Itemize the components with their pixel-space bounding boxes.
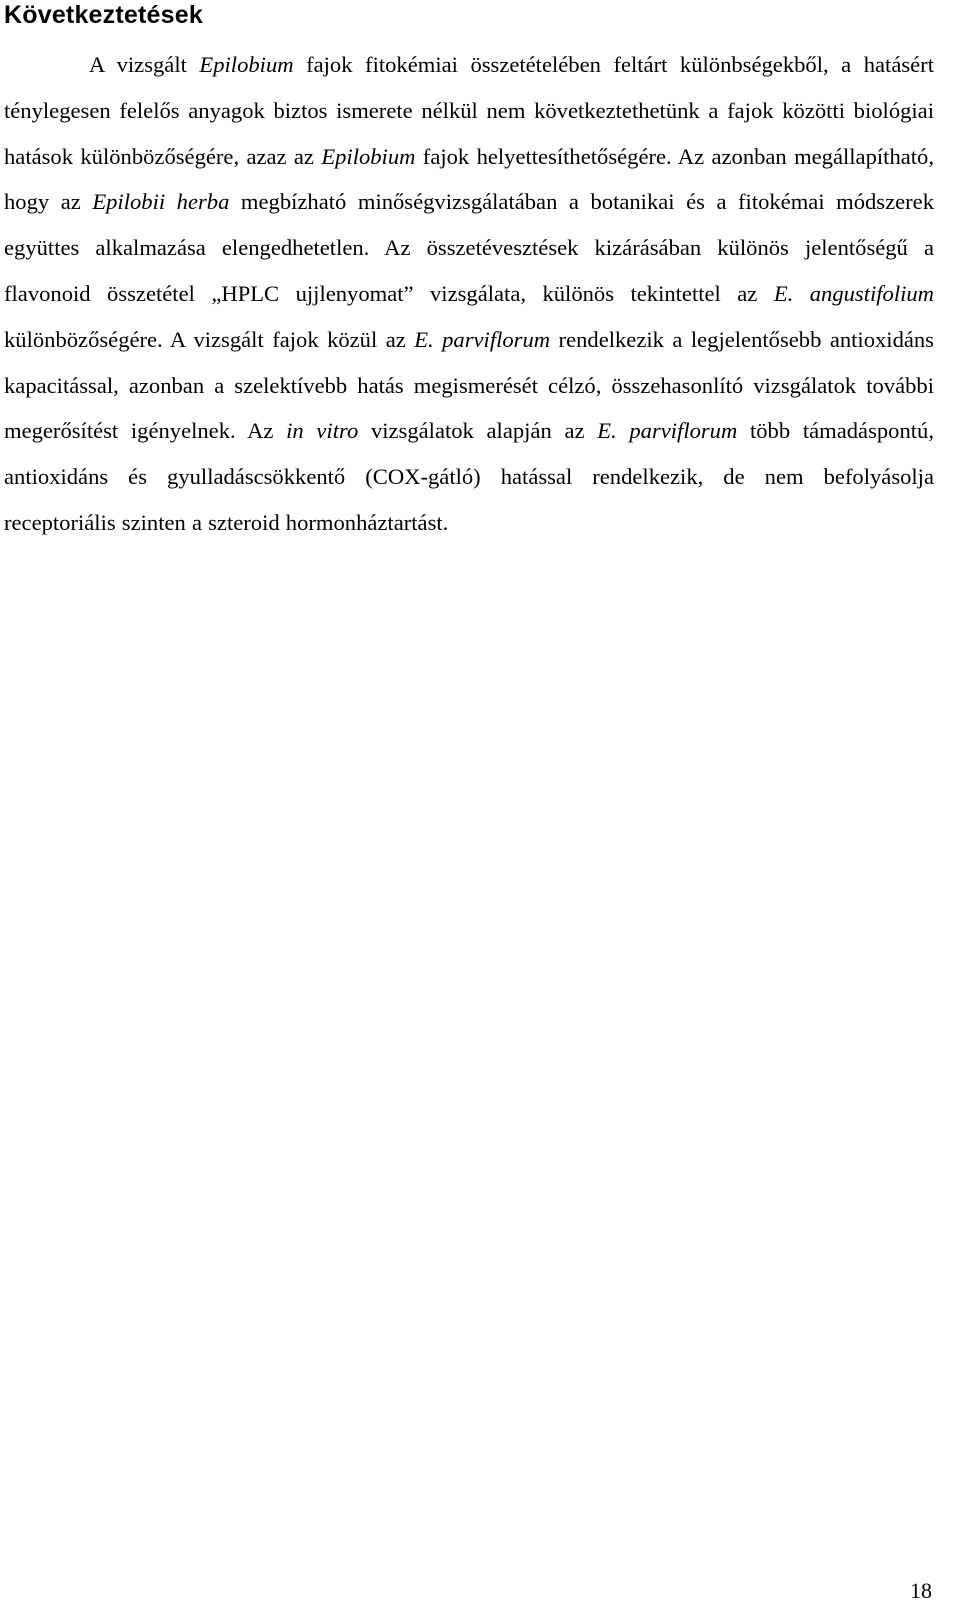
text-run: különbözőségére. A vizsgált fajok közül az — [4, 326, 415, 352]
italic-term: E. angustifolium — [773, 280, 935, 306]
text-run: rendelkezik a legjelentősebb antioxidáns kapacitással, azonban a szelektívebb hatás megismerését célzó, összehasonlító vizsgálatok további megerősítést igényelnek. Az — [4, 326, 934, 444]
text-run: A vizsgált — [89, 52, 200, 77]
italic-term: Epilobium — [321, 143, 416, 169]
italic-term: E. parviflorum — [414, 326, 551, 352]
italic-term: in vitro — [286, 418, 359, 444]
section-heading: Következtetések — [4, 1, 203, 29]
text-run: több támadáspontú, antioxidáns és gyulladáscsökkentő (COX-gátló) hatással rendelkezik, de nem befolyásolja receptoriális szinten a szteroid hormonháztartást. — [4, 418, 934, 535]
italic-term: E. parviflorum — [597, 418, 738, 444]
text-run: vizsgálatok alapján az — [358, 418, 598, 444]
text-run: megbízható minőségvizsgálatában a botanikai és a fitokémai módszerek együttes alkalmazása elengedhetetlen. Az összetévesztések kizárásában különös jelentőségű a flavonoid összetétel „HPLC ujjlenyomat” vizsgálata, különös tekintettel az — [4, 189, 934, 306]
conclusion-paragraph — [4, 42, 934, 546]
page-number: 18 — [910, 1578, 932, 1603]
italic-term: Epilobium — [199, 52, 294, 77]
text-run: fajok fitokémiai összetételében feltárt különbségekből, a hatásért ténylegesen felelős anyagok biztos ismerete nélkül nem következtethetünk a fajok közötti biológiai hatások különbözőségére, azaz az — [4, 52, 934, 169]
italic-term: Epilobii herba — [92, 189, 230, 215]
text-run: fajok helyettesíthetőségére. Az azonban megállapítható, hogy az — [4, 143, 934, 215]
